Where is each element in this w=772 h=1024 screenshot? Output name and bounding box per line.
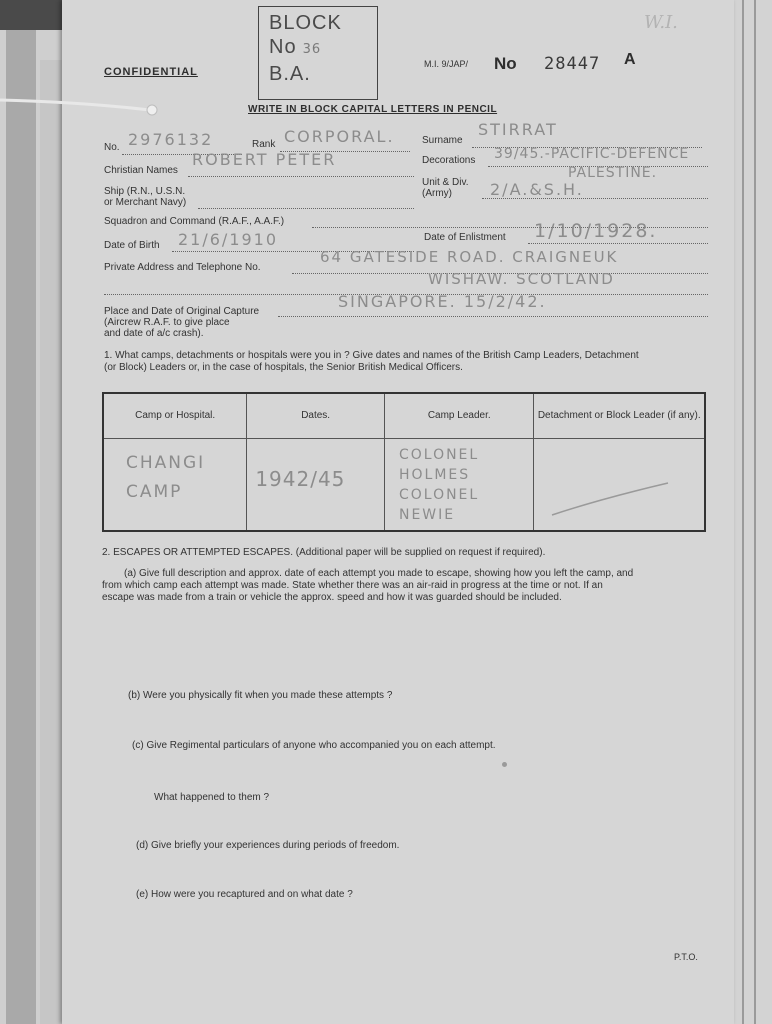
capture-label-line3: and date of a/c crash). bbox=[104, 328, 204, 339]
camp-leader-line: COLONEL bbox=[398, 487, 480, 503]
form-suffix: A bbox=[624, 51, 636, 68]
paper-speck bbox=[502, 762, 507, 767]
header-camp: Camp or Hospital. bbox=[103, 393, 247, 439]
table-header-row bbox=[103, 393, 705, 439]
block-stamp bbox=[258, 6, 378, 100]
enlistment-line bbox=[528, 243, 708, 244]
unit-value: 2/A.&S.H. bbox=[490, 180, 584, 199]
camp-value: CHANGI CAMP bbox=[126, 453, 206, 502]
section2-a-line3: escape was made from a train or vehicle the approx. speed and how it was guarded should be included. bbox=[102, 592, 562, 603]
form-no-label: No bbox=[494, 54, 517, 73]
decorations-value-line2: PALESTINE. bbox=[568, 165, 658, 181]
ship-label-line1: Ship (R.N., U.S.N. bbox=[104, 186, 186, 197]
address-value-line2: WISHAW. SCOTLAND bbox=[428, 270, 615, 288]
instruction-heading: WRITE IN BLOCK CAPITAL LETTERS IN PENCIL bbox=[248, 104, 498, 115]
page-edge bbox=[742, 0, 744, 1024]
camps-table bbox=[102, 392, 706, 532]
capture-line bbox=[278, 316, 708, 317]
enlistment-value: 1/10/1928. bbox=[534, 220, 658, 242]
squadron-label: Squadron and Command (R.A.F., A.A.F.) bbox=[104, 216, 285, 227]
section2-c: (c) Give Regimental particulars of anyone who accompanied you on each attempt. bbox=[132, 740, 496, 751]
section2-a-line1: (a) Give full description and approx. date of each attempt you made to escape, showing how you left the camp, and bbox=[124, 568, 634, 579]
header-detachment-leader: Detachment or Block Leader (if any). bbox=[534, 393, 705, 439]
service-no-value: 2976132 bbox=[128, 130, 214, 149]
rank-value: CORPORAL. bbox=[284, 127, 395, 146]
capture-label bbox=[104, 306, 259, 339]
table-row bbox=[103, 439, 705, 532]
stamp-no-label: No bbox=[269, 36, 297, 58]
christian-names-line bbox=[188, 176, 414, 177]
section2-heading: 2. ESCAPES OR ATTEMPTED ESCAPES. (Additional paper will be supplied on request if required). bbox=[102, 547, 546, 558]
section2-d: (d) Give briefly your experiences during periods of freedom. bbox=[136, 840, 400, 851]
unit-label-line2: (Army) bbox=[422, 188, 452, 199]
corner-pencil-mark: W.I. bbox=[644, 12, 678, 33]
section2-a-line2: from which camp each attempt was made. State whether there was an air-raid in progress at the time or not. If an bbox=[102, 580, 603, 591]
christian-names-value: ROBERT PETER bbox=[192, 150, 337, 169]
unit-label bbox=[422, 177, 469, 199]
address-label: Private Address and Telephone No. bbox=[104, 262, 261, 273]
capture-value: SINGAPORE. 15/2/42. bbox=[338, 292, 547, 311]
stamp-no-value: 36 bbox=[302, 42, 322, 57]
form-page bbox=[62, 0, 734, 1024]
cell-dates bbox=[247, 439, 385, 532]
page-edge bbox=[754, 0, 756, 1024]
camp-leader-line: HOLMES bbox=[398, 467, 471, 483]
enlistment-label: Date of Enlistment bbox=[424, 232, 506, 243]
rank-label: Rank bbox=[252, 139, 276, 150]
pencil-strike-mark bbox=[550, 479, 670, 519]
service-no-label: No. bbox=[104, 142, 120, 153]
ship-label bbox=[104, 186, 186, 208]
dates-value: 1942/45 bbox=[255, 467, 346, 491]
stamp-line1: BLOCK bbox=[269, 12, 342, 34]
ship-label-line2: or Merchant Navy) bbox=[104, 197, 187, 208]
section2-c-followup: What happened to them ? bbox=[154, 792, 270, 803]
stamp-line3: B.A. bbox=[269, 63, 311, 85]
section2-b: (b) Were you physically fit when you made these attempts ? bbox=[128, 690, 393, 701]
pto-label: P.T.O. bbox=[674, 952, 698, 962]
address-value-line1: 64 GATESIDE ROAD. CRAIGNEUK bbox=[320, 248, 619, 266]
cell-detachment-leader bbox=[534, 439, 705, 532]
section1-question-line2: (or Block) Leaders or, in the case of hospitals, the Senior British Medical Officers. bbox=[104, 362, 463, 373]
header-dates: Dates. bbox=[247, 393, 385, 439]
camp-leader-value bbox=[385, 439, 534, 525]
camp-leader-line: NEWIE bbox=[398, 507, 456, 523]
surname-value: STIRRAT bbox=[478, 120, 558, 139]
surname-label: Surname bbox=[422, 135, 463, 146]
header-camp-leader: Camp Leader. bbox=[384, 393, 534, 439]
capture-label-line1: Place and Date of Original Capture bbox=[104, 306, 260, 317]
camp-leader-line: COLONEL bbox=[398, 447, 480, 463]
capture-label-line2: (Aircrew R.A.F. to give place bbox=[104, 317, 230, 328]
binding-string bbox=[0, 92, 170, 122]
section2-e: (e) How were you recaptured and on what date ? bbox=[136, 889, 353, 900]
dob-label: Date of Birth bbox=[104, 240, 160, 251]
dob-value: 21/6/1910 bbox=[178, 230, 279, 249]
christian-names-label: Christian Names bbox=[104, 165, 178, 176]
underlying-page-shadow bbox=[6, 30, 36, 1024]
cell-camp bbox=[103, 439, 247, 532]
confidential-label: CONFIDENTIAL bbox=[104, 66, 198, 78]
form-number: 28447 bbox=[544, 54, 601, 74]
cell-camp-leader bbox=[384, 439, 534, 532]
form-reference: M.I. 9/JAP/ bbox=[424, 59, 469, 69]
decorations-label: Decorations bbox=[422, 155, 476, 166]
decorations-value-line1: 39/45.-PACIFIC-DEFENCE bbox=[494, 146, 690, 162]
ship-line bbox=[198, 208, 414, 209]
unit-label-line1: Unit & Div. bbox=[422, 177, 469, 188]
section1-question-line1: 1. What camps, detachments or hospitals were you in ? Give dates and names of the British Camp Leaders, Detachment bbox=[104, 350, 639, 361]
